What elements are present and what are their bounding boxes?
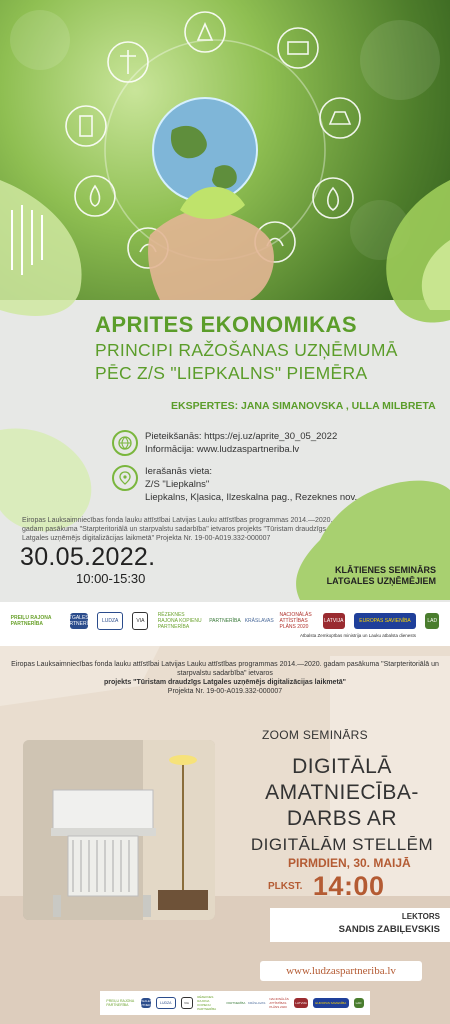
globe-icon <box>112 430 138 456</box>
website-link[interactable]: www.ludzaspartneriba.lv <box>260 961 422 981</box>
funding-note: Eiropas Lauksaimniecības fonda lauku attīstībai Latvijas Lauku attīstības programmas 2014.—2020. gadam pasākuma "Starpteritoriālā un starpvalstu sadarbība" ietvaros projekts "Tūristam draudzīgs Latgales uzņēmējs digitalizācijas laikmetā" Projekta Nr. 19-00-A019.332-000007 <box>22 517 333 542</box>
venue-name: Z/S "Liepkalns" <box>145 479 210 490</box>
logo-kraslavas: KRĀSLAVAS <box>248 613 270 629</box>
logo-latvija: LATVIJA <box>323 613 345 629</box>
zoom-event-day: PIRMDIEN, 30. MAIJĀ <box>288 856 411 870</box>
logo-ludza: LUDZA <box>97 612 123 630</box>
zoom-title-line-3: DARBS AR <box>286 807 398 830</box>
logo-latgale: LATGALES PARTNERĪBA <box>63 615 95 627</box>
decor-blob-left <box>0 180 120 320</box>
funding-note-zoom-line-2: projekts "Tūristam draudzīgs Latgales uzņēmējs digitalizācijas laikmetā" <box>104 679 346 686</box>
loom-photo <box>23 740 215 920</box>
zoom-event-time <box>268 871 384 902</box>
zoom-title-line-4: DIGITĀLĀM STELLĒM <box>250 835 434 854</box>
funding-note-zoom-line-3: Projekta Nr. 19-00-A019.332-000007 <box>167 688 283 695</box>
logo-es-small: EUROPAS SAVIENĪBA <box>313 998 349 1008</box>
title-line-2: PRINCIPI RAŽOŠANAS UZŅĒMUMĀ <box>95 340 398 360</box>
partner-logo-strip-zoom <box>100 991 370 1015</box>
venue-label: Ierašanās vieta: <box>145 466 213 477</box>
location-pin-icon <box>112 465 138 491</box>
logo-latvija-small: LATVIJA <box>294 998 308 1008</box>
zoom-title-line-1: DIGITĀLĀ <box>292 755 392 778</box>
registration-row <box>112 430 337 456</box>
event-date: 30.05.2022. <box>20 543 156 571</box>
poster-zoom-seminar <box>0 646 450 1024</box>
title-line-1: APRITES EKONOMIKAS <box>95 312 358 337</box>
zoom-title-line-2: AMATNIECĪBA- <box>265 781 419 804</box>
seminar-type-line-1: KLĀTIENES SEMINĀRS <box>334 565 436 575</box>
title-line-3: PĒC Z/S "LIEPKALNS" PIEMĒRA <box>95 363 368 383</box>
zoom-seminar-label: ZOOM SEMINĀRS <box>262 728 368 742</box>
support-note: Atbalsta Zemkopības ministrija un Lauku atbalsta dienests <box>300 633 417 638</box>
lecturer-label: LEKTORS <box>401 912 440 921</box>
zoom-seminar-title <box>240 754 444 858</box>
time-value: 14:00 <box>312 871 385 901</box>
logo-via-small: VIA <box>181 997 193 1009</box>
logo-lad-small: LAD <box>354 998 364 1008</box>
funding-note-zoom <box>10 660 440 696</box>
seminar-type-tag <box>327 565 436 587</box>
logo-ludza-small: LUDZA <box>156 997 176 1009</box>
logo-nap-small: NACIONĀLĀS ATTĪSTĪBAS PLĀNS 2020 <box>269 997 289 1009</box>
time-prefix: PLKST. <box>268 881 303 892</box>
venue-row <box>112 465 357 504</box>
logo-nap-2020: NACIONĀLĀS ATTĪSTĪBAS PLĀNS 2020 <box>279 612 312 630</box>
experts-line: EKSPERTES: JANA SIMANOVSKA , ULLA MILBRETA <box>171 400 436 412</box>
logo-latgale-small: LATGALES PARTNERĪBA <box>136 999 156 1007</box>
logo-via: VIA <box>132 612 148 630</box>
logo-eiropas-savieniba: EUROPAS SAVIENĪBA <box>354 613 416 629</box>
venue-address: Liepkalns, Kļasica, Ilzeskalna pag., Rezeknes nov. <box>145 492 358 503</box>
logo-partneriba: PARTNERĪBA <box>211 613 239 629</box>
information-link[interactable]: Informācija: www.ludzaspartneriba.lv <box>145 444 300 455</box>
logo-kraslavas-small: KRĀSLAVAS <box>249 998 265 1008</box>
logo-partneriba-small: PARTNERĪBA <box>228 998 244 1008</box>
lecturer-box <box>270 908 450 942</box>
seminar-title <box>95 312 435 384</box>
lecturer-name: SANDIS ZABIĻEVSKIS <box>338 924 440 935</box>
logo-preilu-partneriba: PREIĻU RAJONA PARTNERĪBA <box>11 613 61 629</box>
registration-link[interactable]: Pieteikšanās: https://ej.uz/aprite_30_05_2022 <box>145 431 338 442</box>
funding-note-zoom-line-1: Eiropas Lauksaimniecības fonda lauku attīstībai Latvijas Lauku attīstības programmas 2014.—2020. gadam pasākuma "Starpteritoriālā un starpvalstu sadarbība" ietvaros <box>11 661 439 677</box>
seminar-type-line-2: LATGALES UZŅĒMĒJIEM <box>326 576 436 586</box>
event-time: 10:00-15:30 <box>76 571 146 586</box>
logo-lad: LAD <box>425 613 439 629</box>
logo-rezeknes-partneriba: RĒZEKNES RAJONA KOPIENU PARTNERĪBA <box>157 612 202 630</box>
decor-blob-right <box>300 180 450 330</box>
logo-preilu-partneriba-small: PREIĻU RAJONA PARTNERĪBA <box>106 998 136 1008</box>
logo-rezeknes-small: RĒZEKNES RAJONA KOPIENU PARTNERĪBA <box>197 998 223 1008</box>
